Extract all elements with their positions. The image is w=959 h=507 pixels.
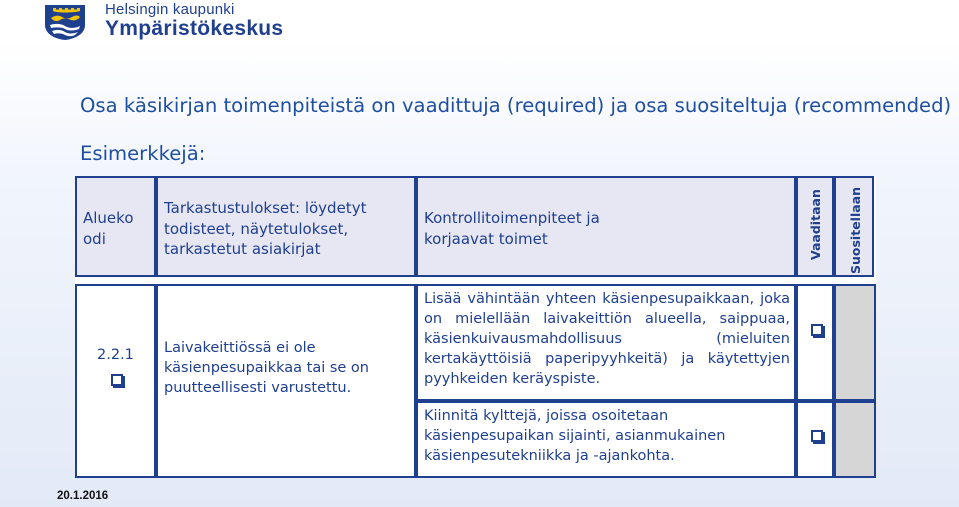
cell-required-1 <box>796 284 834 401</box>
row-code: 2.2.1 <box>97 347 134 363</box>
organization-name <box>105 2 283 40</box>
cell-recommended-1 <box>834 284 876 401</box>
row-action-2: Kiinnitä kylttejä, joissa osoitetaan käsienpesupaikan sijainti, asianmukainen käsienpesutekniikka ja -ajankohta. <box>424 408 726 464</box>
header-cell-findings <box>156 176 416 277</box>
slide-subtitle: Esimerkkejä: <box>80 142 206 165</box>
cell-area-code <box>75 284 156 478</box>
cell-required-2 <box>796 401 834 478</box>
slide-title: Osa käsikirjan toimenpiteistä on vaadittuja (required) ja osa suositeltuja (recommended) <box>80 94 952 117</box>
org-city: Helsingin kaupunki <box>105 1 235 18</box>
measures-table <box>75 176 876 478</box>
header-actions: Kontrollitoimenpiteet ja korjaavat toimet <box>424 209 600 248</box>
header-cell-actions <box>416 176 796 277</box>
cell-action-1 <box>416 284 796 401</box>
header-findings: Tarkastustulokset: löydetyt todisteet, näytetulokset, tarkastetut asiakirjat <box>164 199 367 258</box>
header-cell-recommended <box>834 176 874 277</box>
helsinki-coat-of-arms-icon <box>42 3 88 41</box>
checkbox-icon <box>111 374 123 386</box>
header-cell-area-code <box>75 176 156 277</box>
cell-action-2 <box>416 401 796 478</box>
header-cell-required <box>796 176 834 277</box>
cell-finding <box>156 284 416 478</box>
row-finding: Laivakeittiössä ei ole käsienpesupaikkaa tai se on puutteellisesti varustettu. <box>164 340 369 396</box>
org-department: Ympäristökeskus <box>105 17 284 40</box>
checkbox-icon <box>811 430 823 442</box>
header-required: Vaaditaan <box>808 189 823 260</box>
checkbox-icon <box>811 324 823 336</box>
slide-date: 20.1.2016 <box>57 490 109 502</box>
header-area-code: Alueko odi <box>83 209 134 248</box>
row-action-1: Lisää vähintään yhteen käsienpesupaikkaan, joka on mielellään laivakeittiön alueella, saippuaa, käsienkuivausmahdollisuus (mieluiten kertakäyttöisiä paperipyyhkeitä) ja käytettyjen pyyhkeiden keräyspiste. <box>424 291 790 387</box>
header-recommended: Suositellaan <box>848 186 863 274</box>
cell-recommended-2 <box>834 401 876 478</box>
